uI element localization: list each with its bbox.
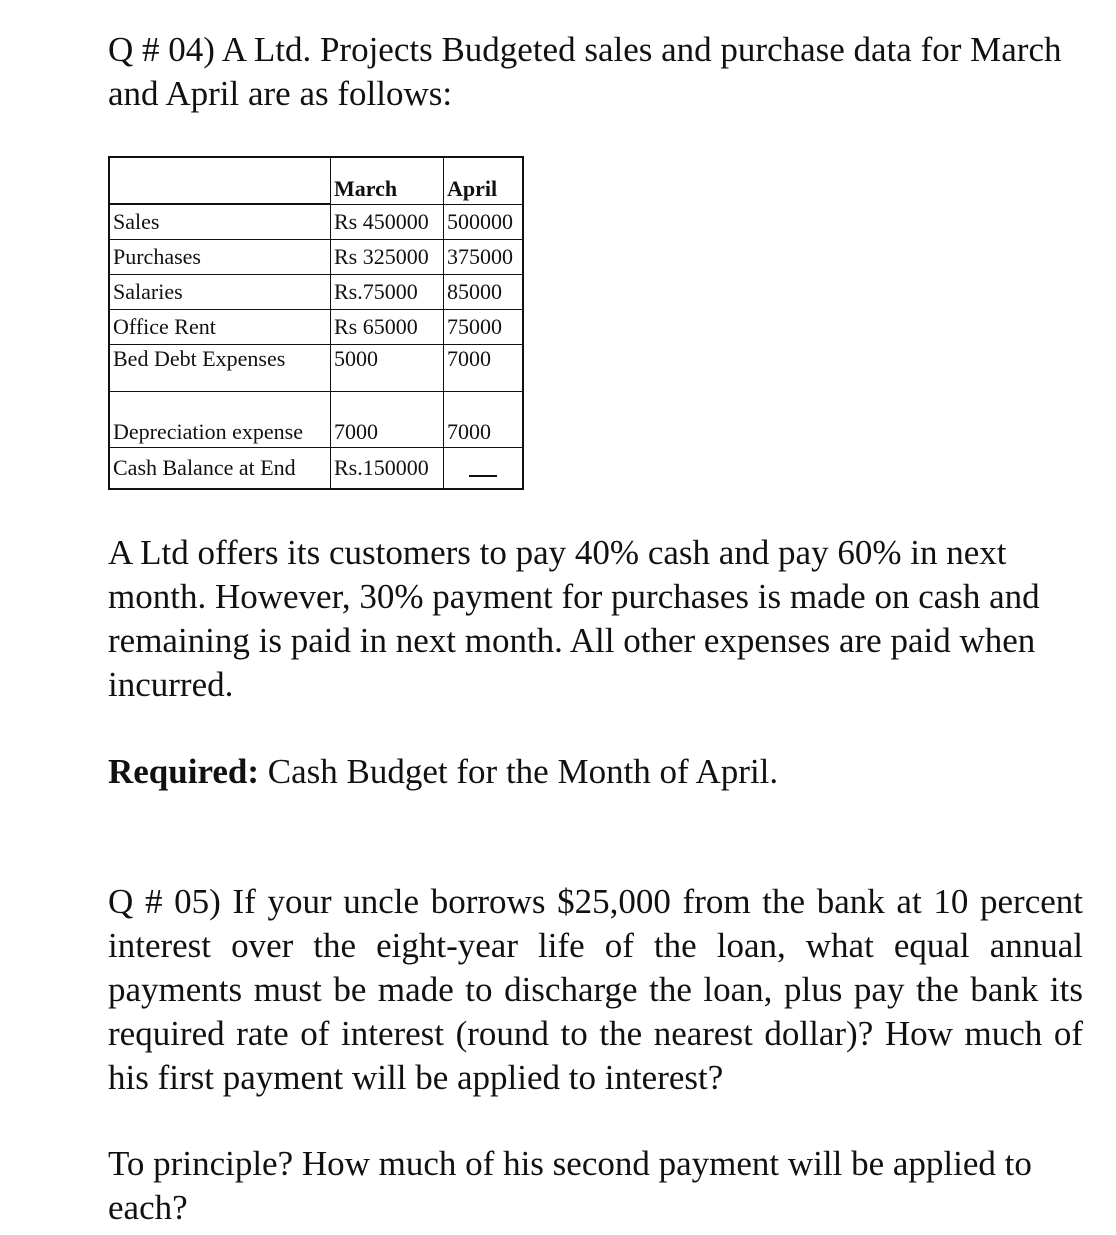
blank-dash (469, 475, 497, 477)
table-header-row (109, 157, 523, 204)
row-label: Salaries (109, 275, 331, 310)
march-value: Rs 65000 (331, 310, 444, 345)
table-row (109, 275, 523, 310)
march-value: Rs.75000 (331, 275, 444, 310)
header-april: April (444, 157, 524, 204)
table-row (109, 345, 523, 392)
required-statement (108, 750, 1088, 794)
april-value: 85000 (444, 275, 524, 310)
march-value: Rs 450000 (331, 204, 444, 240)
question-4-intro: Q # 04) A Ltd. Projects Budgeted sales and purchase data for March and April are as follows: (108, 30, 1062, 113)
april-value: 75000 (444, 310, 524, 345)
row-label: Depreciation expense (109, 392, 331, 448)
row-label: Sales (109, 204, 331, 240)
table-row (109, 310, 523, 345)
budget-table (108, 156, 524, 490)
table-row (109, 204, 523, 240)
header-march: March (331, 157, 444, 204)
march-value: 7000 (331, 392, 444, 448)
april-value: 7000 (444, 345, 524, 392)
march-value: Rs.150000 (331, 448, 444, 490)
march-value: Rs 325000 (331, 240, 444, 275)
table-row (109, 448, 523, 490)
header-blank (109, 157, 331, 204)
april-value: 500000 (444, 204, 524, 240)
april-value: 7000 (444, 392, 524, 448)
row-label: Purchases (109, 240, 331, 275)
april-value: 375000 (444, 240, 524, 275)
required-label: Required: (108, 752, 260, 791)
question-5-text: Q # 05) If your uncle borrows $25,000 from the bank at 10 percent interest over the eight-year life of the loan, what equal annual payments must be made to discharge the loan, plus pay the bank its required rate of interest (round to the nearest dollar)? How much of his first payment will be applied to interest? (108, 882, 1083, 1097)
required-text: Cash Budget for the Month of April. (259, 752, 779, 791)
row-label: Cash Balance at End (109, 448, 331, 490)
table-row (109, 392, 523, 448)
table-row (109, 240, 523, 275)
question-5-continuation: To principle? How much of his second payment will be applied to each? (108, 1144, 1032, 1227)
row-label: Office Rent (109, 310, 331, 345)
row-label: Bed Debt Expenses (109, 345, 331, 392)
payment-terms-paragraph: A Ltd offers its customers to pay 40% cash and pay 60% in next month. However, 30% payment for purchases is made on cash and remaining is paid in next month. All other expenses are paid when incurred. (108, 533, 1040, 704)
april-value-blank (444, 448, 524, 490)
march-value: 5000 (331, 345, 444, 392)
